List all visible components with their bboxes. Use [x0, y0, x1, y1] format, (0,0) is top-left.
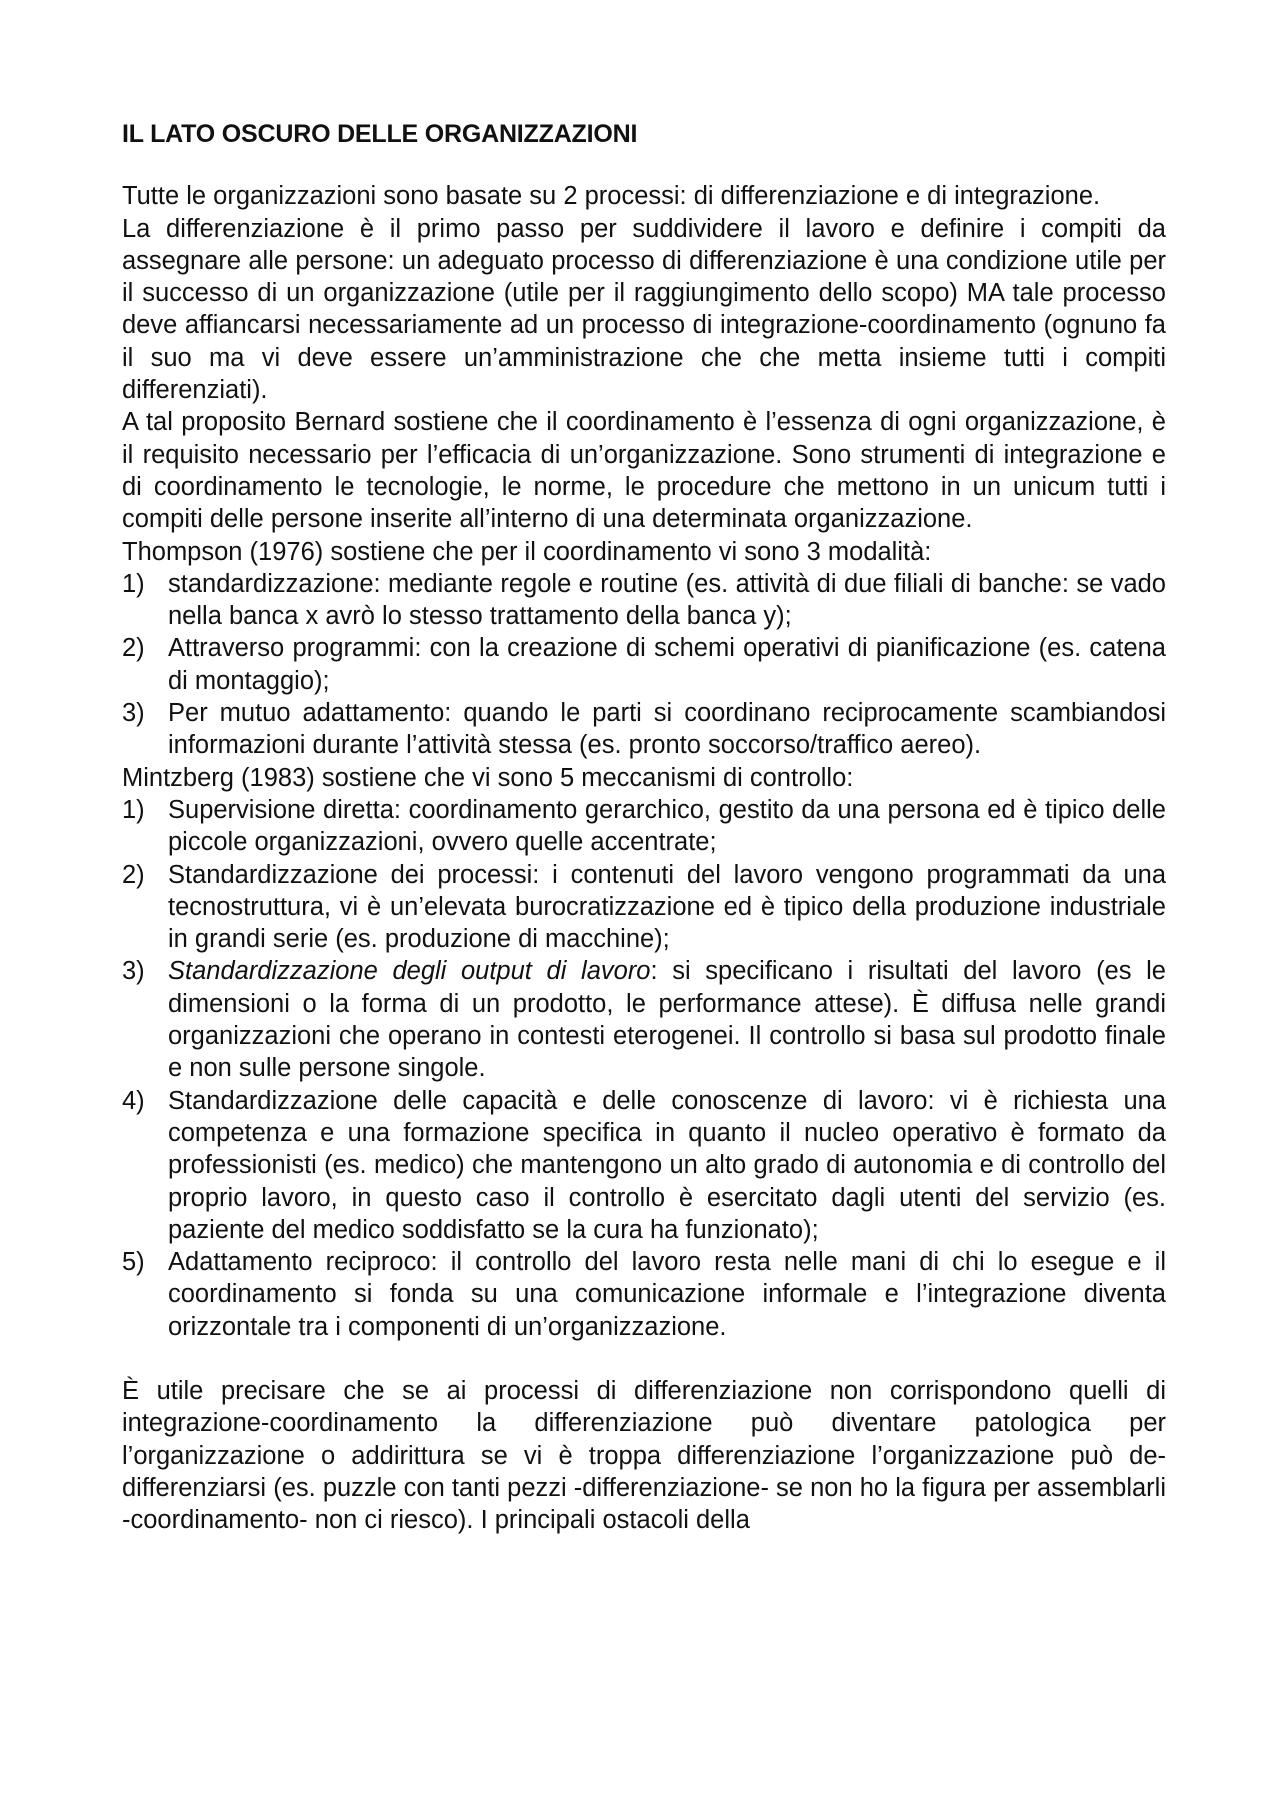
list-item: 2) Standardizzazione dei processi: i contenuti del lavoro vengono programmati da una tecnostruttura, vi è un’elevata burocratizzazione ed è tipico della produzione industriale in grandi serie (es. produzione di macchine); — [122, 860, 1166, 954]
document-page — [122, 118, 1166, 1536]
paragraph-bernard: A tal proposito Bernard sostiene che il coordinamento è l’essenza di ogni organizzazione, è il requisito necessario per l’efficacia di un’organizzazione. Sono strumenti di integrazione e di coordinamento le tecnologie, le norme, le procedure che mettono in un unicum tutti i compiti delle persone inserite all’interno di una determinata organizzazione. — [122, 408, 1166, 534]
thompson-list — [122, 568, 1166, 762]
list-item: 2) Attraverso programmi: con la creazione di schemi operativi di pianificazione (es. catena di montaggio); — [122, 634, 1166, 695]
mintzberg-list — [122, 794, 1166, 1343]
paragraph-differenziazione: La differenziazione è il primo passo per suddividere il lavoro e definire i compiti da assegnare alle persone: un adeguato processo di differenziazione è una condizione utile per il successo di un organizzazione (utile per il raggiungimento dello scopo) MA tale processo deve affiancarsi necessariamente ad un processo di integrazione-coordinamento (ognuno fa il suo ma vi deve essere un’amministrazione che che metta insieme tutti i compiti differenziati). — [122, 214, 1166, 405]
paragraph-spacer — [122, 1343, 1166, 1375]
paragraph-mintzberg: Mintzberg (1983) sostiene che vi sono 5 meccanismi di controllo: — [122, 763, 854, 792]
list-item: 3) Standardizzazione degli output di lavoro: si specificano i risultati del lavoro (es le dimensioni o la forma di un prodotto, le performance attese). È diffusa nelle grandi organizzazioni che operano in contesti eterogenei. Il controllo si basa sul prodotto finale e non sulle persone singole. — [122, 957, 1166, 1083]
paragraph-intro: Tutte le organizzazioni sono basate su 2 processi: di differenziazione e di integrazione. — [122, 182, 1101, 211]
italic-term: Standardizzazione degli output di lavoro — [168, 957, 651, 986]
list-item: 1) standardizzazione: mediante regole e routine (es. attività di due filiali di banche: se vado nella banca x avrò lo stesso trattamento della banca y); — [122, 569, 1166, 631]
paragraph-thompson: Thompson (1976) sostiene che per il coordinamento vi sono 3 modalità: — [122, 537, 932, 566]
list-item: 3) Per mutuo adattamento: quando le parti si coordinano reciprocamente scambiandosi informazioni durante l’attività stessa (es. pronto soccorso/traffico aereo). — [122, 699, 1166, 760]
paragraph-conclusion: È utile precisare che se ai processi di differenziazione non corrispondono quelli di integrazione-coordinamento la differenziazione può diventare patologica per l’organizzazione o addirittura se vi è troppa differenziazione l’organizzazione può de-differenziarsi (es. puzzle con tanti pezzi -differenziazione- se non ho la figura per assemblarli -coordinamento- non ci riesco). I principali ostacoli della — [122, 1376, 1166, 1535]
list-item: 1) Supervisione diretta: coordinamento gerarchico, gestito da una persona ed è tipico delle piccole organizzazioni, ovvero quelle accentrate; — [122, 795, 1166, 857]
document-title: IL LATO OSCURO DELLE ORGANIZZAZIONI — [122, 120, 638, 148]
list-item: 4) Standardizzazione delle capacità e delle conoscenze di lavoro: vi è richiesta una competenza e una formazione specifica in quanto il nucleo operativo è formato da professionisti (es. medico) che mantengono un alto grado di autonomia e di controllo del proprio lavoro, in questo caso il controllo è esercitato dagli utenti del servizio (es. paziente del medico soddisfatto se la cura ha funzionato); — [122, 1086, 1166, 1244]
list-item: 5) Adattamento reciproco: il controllo del lavoro resta nelle mani di chi lo esegue e il coordinamento si fonda su una comunicazione informale e l’integrazione diventa orizzontale tra i componenti di un’organizzazione. — [122, 1248, 1166, 1341]
